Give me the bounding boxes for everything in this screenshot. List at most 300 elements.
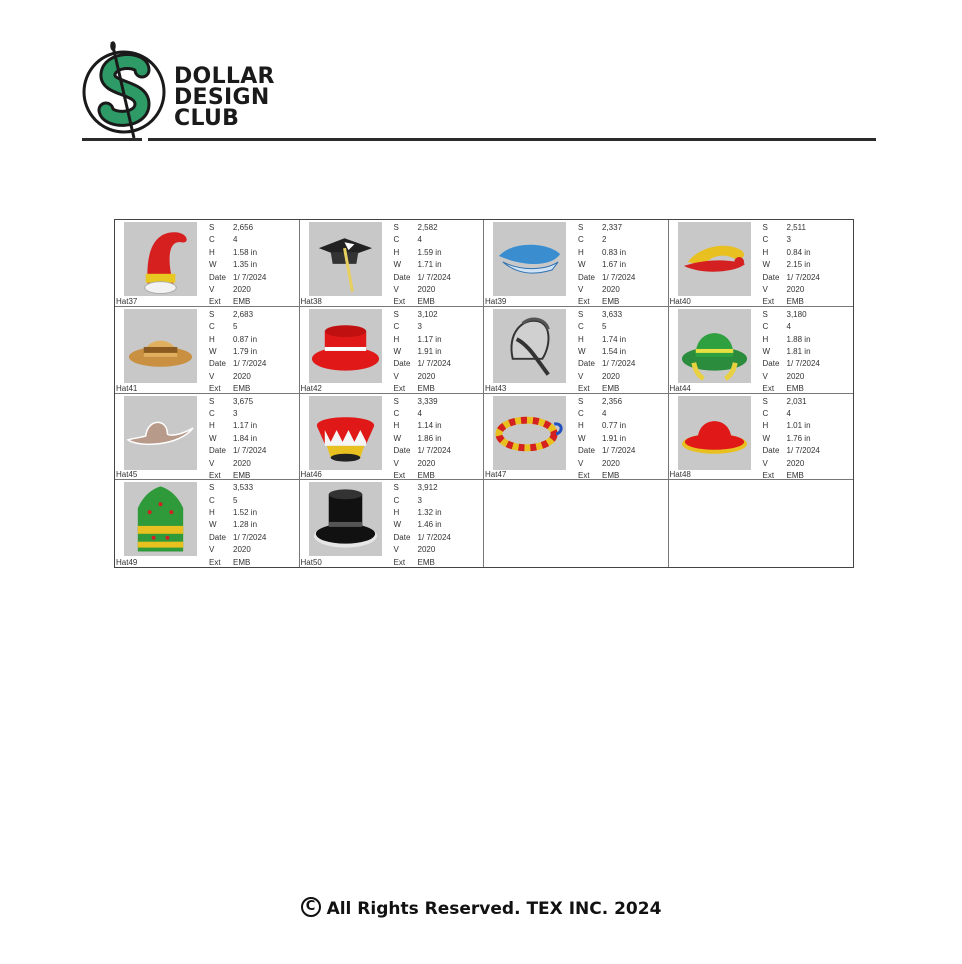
spec-row-s bbox=[763, 222, 820, 234]
spec-value: EMB bbox=[602, 297, 620, 307]
spec-value: 1.74 in bbox=[602, 334, 627, 344]
spec-label: Date bbox=[393, 532, 411, 542]
design-specs bbox=[394, 222, 451, 309]
design-name: Hat45 bbox=[116, 470, 138, 480]
spec-label: W bbox=[209, 260, 217, 270]
spec-value: EMB bbox=[233, 384, 251, 394]
spec-label: Date bbox=[209, 446, 226, 456]
design-card bbox=[669, 220, 854, 307]
spec-label: S bbox=[762, 309, 768, 319]
spec-value: 1.01 in bbox=[786, 421, 811, 431]
spec-label: V bbox=[578, 371, 584, 381]
spec-value: 1/ 7/2024 bbox=[233, 272, 267, 282]
spec-value: 3 bbox=[233, 408, 238, 418]
spec-row-date bbox=[578, 272, 635, 284]
spec-row-v bbox=[578, 458, 635, 470]
design-name: Hat44 bbox=[669, 383, 691, 393]
spec-label: Date bbox=[578, 359, 595, 369]
spec-row-s bbox=[394, 222, 451, 234]
spec-row-w bbox=[209, 346, 266, 358]
spec-value: 1.79 in bbox=[233, 346, 258, 356]
design-name: Hat49 bbox=[116, 558, 138, 567]
spec-value: 1.28 in bbox=[233, 520, 258, 530]
spec-row-w bbox=[763, 346, 820, 358]
spec-label: S bbox=[393, 223, 399, 232]
design-card bbox=[484, 307, 669, 394]
design-name: Hat40 bbox=[669, 296, 691, 306]
spec-row-v bbox=[209, 544, 266, 556]
spec-value: 3,339 bbox=[417, 396, 438, 406]
spec-row-date bbox=[578, 445, 635, 457]
spec-row-h bbox=[209, 334, 266, 346]
spec-row-s bbox=[394, 309, 451, 321]
spec-value: 1.54 in bbox=[602, 346, 627, 356]
spec-value: 3 bbox=[417, 322, 422, 332]
spec-row-c bbox=[209, 495, 266, 507]
design-name: Hat39 bbox=[485, 296, 507, 306]
spec-row-c bbox=[578, 234, 635, 246]
spec-value: 0.77 in bbox=[602, 421, 627, 431]
spec-value: 2020 bbox=[233, 458, 251, 468]
header-rule-left bbox=[82, 138, 142, 141]
spec-value: EMB bbox=[786, 470, 804, 480]
spec-value: 1.84 in bbox=[233, 433, 258, 443]
spec-label: C bbox=[578, 408, 584, 418]
spec-row-w bbox=[209, 433, 266, 445]
spec-row-ext bbox=[394, 557, 451, 569]
spec-value: 4 bbox=[417, 408, 422, 418]
spec-value: 3,912 bbox=[417, 483, 438, 493]
spec-row-w bbox=[578, 346, 635, 358]
spec-value: 2020 bbox=[233, 285, 251, 295]
spec-label: H bbox=[393, 508, 400, 518]
spec-row-v bbox=[209, 371, 266, 383]
spec-label: Date bbox=[393, 272, 411, 282]
design-name: Hat37 bbox=[116, 296, 138, 306]
spec-row-w bbox=[394, 346, 451, 358]
spec-value: EMB bbox=[786, 297, 804, 307]
green-bowler-hat-icon bbox=[678, 309, 751, 383]
spec-value: EMB bbox=[233, 557, 251, 567]
spec-label: Date bbox=[762, 272, 780, 282]
spec-label: C bbox=[393, 495, 400, 505]
spec-row-v bbox=[394, 544, 451, 556]
spec-value: 1/ 7/2024 bbox=[786, 272, 820, 282]
spec-label: H bbox=[762, 247, 769, 257]
spec-label: S bbox=[393, 483, 399, 493]
spec-row-date bbox=[394, 272, 451, 284]
spec-value: 5 bbox=[233, 322, 238, 332]
spec-label: V bbox=[209, 371, 215, 381]
spec-label: S bbox=[209, 309, 215, 319]
spec-row-h bbox=[578, 247, 635, 259]
design-card bbox=[300, 394, 485, 481]
spec-label: H bbox=[393, 334, 400, 344]
spec-row-date bbox=[394, 445, 451, 457]
spec-label: C bbox=[762, 322, 769, 332]
boater-hat-icon bbox=[309, 309, 382, 383]
design-name: Hat43 bbox=[485, 383, 507, 393]
spec-value: 1/ 7/2024 bbox=[786, 446, 820, 456]
spec-value: 1/ 7/2024 bbox=[417, 532, 451, 542]
design-name: Hat47 bbox=[485, 470, 507, 480]
spec-label: S bbox=[578, 396, 584, 406]
spec-value: 2,582 bbox=[417, 223, 438, 232]
spec-label: V bbox=[209, 545, 215, 555]
spec-label: W bbox=[393, 346, 402, 356]
copyright-footer bbox=[0, 899, 962, 919]
spec-row-c bbox=[763, 234, 820, 246]
spec-value: 0.83 in bbox=[602, 247, 627, 257]
design-specs bbox=[394, 482, 451, 569]
spec-label: C bbox=[578, 322, 584, 332]
spec-row-date bbox=[209, 532, 266, 544]
spec-label: W bbox=[578, 433, 586, 443]
spec-label: Date bbox=[209, 532, 226, 542]
spec-row-c bbox=[394, 408, 451, 420]
spec-value: 2,683 bbox=[233, 309, 254, 319]
spec-value: 3,675 bbox=[233, 396, 254, 406]
spec-label: Date bbox=[393, 446, 411, 456]
red-bowler-hat-icon bbox=[678, 396, 751, 470]
cowboy-hat-icon bbox=[124, 396, 197, 470]
spec-label: Date bbox=[393, 359, 411, 369]
spec-value: EMB bbox=[602, 470, 620, 480]
spec-value: 4 bbox=[417, 235, 422, 245]
spec-label: Date bbox=[578, 272, 595, 282]
design-card bbox=[300, 307, 485, 394]
jester-hat-icon bbox=[678, 222, 751, 296]
spec-value: 3,180 bbox=[786, 309, 807, 319]
spec-value: EMB bbox=[233, 470, 251, 480]
spec-label: S bbox=[578, 309, 584, 319]
spec-value: 1/ 7/2024 bbox=[233, 532, 267, 542]
spec-value: 2 bbox=[602, 235, 607, 245]
spec-label: W bbox=[762, 346, 771, 356]
spec-label: S bbox=[762, 396, 768, 406]
spec-label: Ext bbox=[393, 384, 406, 394]
spec-value: 4 bbox=[233, 235, 238, 245]
design-specs bbox=[763, 309, 820, 396]
spec-label: H bbox=[578, 247, 584, 257]
spec-value: 2.15 in bbox=[786, 260, 811, 270]
spec-label: V bbox=[578, 285, 584, 295]
spec-row-date bbox=[763, 445, 820, 457]
spec-label: V bbox=[393, 458, 399, 468]
spec-value: 1.71 in bbox=[417, 260, 442, 270]
spec-row-date bbox=[394, 532, 451, 544]
design-name: Hat42 bbox=[300, 383, 322, 393]
spec-label: W bbox=[578, 260, 586, 270]
spec-value: 4 bbox=[786, 408, 791, 418]
straw-hat-icon bbox=[124, 309, 197, 383]
spec-value: 5 bbox=[233, 495, 238, 505]
logo-line-1: DOLLAR bbox=[174, 64, 275, 89]
spec-value: 1/ 7/2024 bbox=[233, 359, 267, 369]
spec-label: Ext bbox=[209, 470, 221, 480]
spec-row-h bbox=[394, 420, 451, 432]
spec-row-w bbox=[394, 433, 451, 445]
spec-row-h bbox=[763, 334, 820, 346]
spec-value: 1.35 in bbox=[233, 260, 258, 270]
spec-label: Date bbox=[578, 446, 595, 456]
spec-label: C bbox=[762, 235, 769, 245]
spec-row-c bbox=[394, 321, 451, 333]
spec-value: 2020 bbox=[786, 285, 805, 295]
design-card bbox=[300, 220, 485, 307]
spec-value: 1.91 in bbox=[417, 346, 442, 356]
spec-value: 1.67 in bbox=[602, 260, 627, 270]
spec-row-s bbox=[578, 222, 635, 234]
design-card bbox=[669, 394, 854, 481]
design-specs bbox=[209, 396, 266, 483]
spec-value: 2020 bbox=[233, 371, 251, 381]
spec-row-w bbox=[209, 259, 266, 271]
design-specs bbox=[763, 396, 820, 483]
spec-value: 3 bbox=[786, 235, 791, 245]
design-specs bbox=[763, 222, 820, 309]
spec-value: EMB bbox=[417, 384, 435, 394]
spec-value: EMB bbox=[417, 557, 435, 567]
spec-row-v bbox=[394, 284, 451, 296]
design-card bbox=[484, 394, 669, 481]
spec-value: 1/ 7/2024 bbox=[417, 359, 451, 369]
spec-label: Ext bbox=[762, 470, 775, 480]
design-specs bbox=[394, 309, 451, 396]
spec-value: 2020 bbox=[602, 371, 620, 381]
design-specs bbox=[394, 396, 451, 483]
spec-row-date bbox=[209, 445, 266, 457]
spec-label: Ext bbox=[209, 384, 221, 394]
spec-label: H bbox=[393, 421, 400, 431]
spec-label: W bbox=[209, 346, 217, 356]
spec-row-c bbox=[763, 408, 820, 420]
spec-label: Date bbox=[762, 446, 780, 456]
spec-row-v bbox=[209, 458, 266, 470]
spec-label: Ext bbox=[578, 297, 590, 307]
spec-label: V bbox=[209, 285, 215, 295]
spec-label: H bbox=[762, 334, 769, 344]
spec-value: 3 bbox=[417, 495, 422, 505]
spec-label: S bbox=[209, 483, 215, 493]
spec-row-c bbox=[763, 321, 820, 333]
spec-row-v bbox=[209, 284, 266, 296]
design-specs bbox=[209, 482, 266, 569]
spec-row-date bbox=[763, 358, 820, 370]
spec-value: 3,102 bbox=[417, 309, 438, 319]
spec-value: 1/ 7/2024 bbox=[417, 272, 451, 282]
spec-label: S bbox=[209, 396, 215, 406]
spec-value: 2020 bbox=[786, 371, 805, 381]
spec-value: 1.88 in bbox=[786, 334, 811, 344]
spec-row-w bbox=[578, 259, 635, 271]
spec-label: V bbox=[762, 285, 768, 295]
design-name: Hat41 bbox=[116, 383, 138, 393]
spec-value: 1.17 in bbox=[417, 334, 442, 344]
spec-row-date bbox=[578, 358, 635, 370]
spec-label: Ext bbox=[393, 297, 406, 307]
spec-value: EMB bbox=[417, 470, 435, 480]
spec-label: H bbox=[578, 334, 584, 344]
spec-label: S bbox=[762, 223, 768, 232]
spec-row-h bbox=[578, 334, 635, 346]
design-name: Hat48 bbox=[669, 470, 691, 480]
spec-row-s bbox=[578, 309, 635, 321]
gladiator-helmet-icon bbox=[493, 309, 566, 383]
spec-value: 1/ 7/2024 bbox=[786, 359, 820, 369]
spec-label: H bbox=[209, 334, 215, 344]
spec-label: Ext bbox=[762, 384, 775, 394]
spec-row-h bbox=[209, 247, 266, 259]
spec-row-date bbox=[763, 272, 820, 284]
spec-value: 0.87 in bbox=[233, 334, 258, 344]
beret-icon bbox=[493, 222, 566, 296]
top-hat-icon bbox=[309, 482, 382, 556]
spec-row-h bbox=[763, 247, 820, 259]
spec-label: Ext bbox=[578, 470, 590, 480]
spec-label: V bbox=[393, 545, 399, 555]
spec-value: 1.91 in bbox=[602, 433, 627, 443]
spec-value: 2,356 bbox=[602, 396, 623, 406]
spec-label: W bbox=[393, 260, 402, 270]
spec-label: C bbox=[209, 495, 215, 505]
spec-value: EMB bbox=[786, 384, 804, 394]
spec-value: 2,656 bbox=[233, 223, 254, 232]
design-specs bbox=[578, 396, 635, 483]
design-card bbox=[484, 220, 669, 307]
spec-label: H bbox=[209, 421, 215, 431]
empty-cell bbox=[669, 480, 854, 567]
spec-row-s bbox=[209, 309, 266, 321]
spec-value: 2020 bbox=[602, 458, 620, 468]
spec-label: Date bbox=[209, 272, 226, 282]
spec-label: H bbox=[578, 421, 584, 431]
spec-value: 1/ 7/2024 bbox=[417, 446, 451, 456]
design-name: Hat46 bbox=[300, 470, 322, 480]
design-specs bbox=[578, 309, 635, 396]
crown-hat-icon bbox=[309, 396, 382, 470]
spec-row-w bbox=[209, 519, 266, 531]
copyright-text: All Rights Reserved. TEX INC. 2024 bbox=[326, 899, 662, 919]
spec-value: 1.59 in bbox=[417, 247, 442, 257]
spec-row-c bbox=[209, 234, 266, 246]
spec-label: V bbox=[209, 458, 215, 468]
spec-row-v bbox=[763, 284, 820, 296]
spec-value: 2020 bbox=[417, 458, 436, 468]
spec-row-w bbox=[763, 433, 820, 445]
spec-row-v bbox=[578, 284, 635, 296]
spec-row-c bbox=[394, 234, 451, 246]
spec-row-h bbox=[209, 507, 266, 519]
spec-label: C bbox=[578, 235, 584, 245]
spec-label: W bbox=[578, 346, 586, 356]
spec-value: 1.76 in bbox=[786, 433, 811, 443]
design-specs bbox=[578, 222, 635, 309]
spec-row-w bbox=[394, 519, 451, 531]
spec-value: 2020 bbox=[786, 458, 805, 468]
spec-label: W bbox=[393, 520, 402, 530]
mitre-hat-icon bbox=[124, 482, 197, 556]
spec-label: H bbox=[209, 508, 215, 518]
spec-value: 1.46 in bbox=[417, 520, 442, 530]
logo-line-3: CLUB bbox=[174, 106, 240, 131]
santa-hat-icon bbox=[124, 222, 197, 296]
spec-row-ext bbox=[209, 557, 266, 569]
spec-value: 3,633 bbox=[602, 309, 623, 319]
spec-row-v bbox=[763, 371, 820, 383]
spec-value: 2020 bbox=[233, 545, 251, 555]
spec-row-w bbox=[578, 433, 635, 445]
spec-value: 2,031 bbox=[786, 396, 807, 406]
spec-label: V bbox=[393, 285, 399, 295]
spec-label: C bbox=[393, 322, 400, 332]
spec-value: 1/ 7/2024 bbox=[233, 446, 267, 456]
spec-value: 1/ 7/2024 bbox=[602, 272, 636, 282]
spec-label: C bbox=[393, 408, 400, 418]
spec-value: 2,511 bbox=[786, 223, 806, 232]
design-grid bbox=[114, 219, 854, 568]
spec-label: Date bbox=[762, 359, 780, 369]
design-card bbox=[669, 307, 854, 394]
spec-label: W bbox=[209, 520, 217, 530]
spec-row-s bbox=[394, 396, 451, 408]
spec-value: 4 bbox=[786, 322, 791, 332]
spec-label: V bbox=[762, 371, 768, 381]
spec-row-c bbox=[209, 321, 266, 333]
design-name: Hat38 bbox=[300, 296, 322, 306]
spec-value: 2020 bbox=[417, 371, 436, 381]
spec-label: W bbox=[762, 260, 771, 270]
spec-label: H bbox=[393, 247, 400, 257]
spec-row-h bbox=[209, 420, 266, 432]
spec-value: 1.58 in bbox=[233, 247, 258, 257]
spec-label: S bbox=[393, 309, 399, 319]
design-card bbox=[115, 307, 300, 394]
spec-value: 2020 bbox=[602, 285, 620, 295]
design-specs bbox=[209, 309, 266, 396]
spec-label: C bbox=[209, 408, 215, 418]
spec-label: S bbox=[209, 223, 215, 232]
spec-row-h bbox=[394, 334, 451, 346]
spec-row-s bbox=[578, 396, 635, 408]
spec-label: H bbox=[209, 247, 215, 257]
spec-value: EMB bbox=[602, 384, 620, 394]
spec-row-s bbox=[209, 482, 266, 494]
spec-label: V bbox=[393, 371, 399, 381]
spec-row-s bbox=[763, 309, 820, 321]
graduation-cap-icon bbox=[309, 222, 382, 296]
design-card bbox=[115, 480, 300, 567]
spec-value: 4 bbox=[602, 408, 607, 418]
spec-value: 1/ 7/2024 bbox=[602, 446, 636, 456]
spec-row-s bbox=[763, 396, 820, 408]
spec-row-h bbox=[394, 507, 451, 519]
spec-row-v bbox=[763, 458, 820, 470]
spec-row-c bbox=[578, 321, 635, 333]
spec-label: Ext bbox=[393, 557, 406, 567]
striped-ring-hat-icon bbox=[493, 396, 566, 470]
spec-value: 1.32 in bbox=[417, 508, 442, 518]
spec-row-s bbox=[209, 396, 266, 408]
spec-value: 1.81 in bbox=[786, 346, 811, 356]
spec-value: 5 bbox=[602, 322, 607, 332]
spec-row-s bbox=[394, 482, 451, 494]
spec-label: C bbox=[209, 235, 215, 245]
spec-value: 1.52 in bbox=[233, 508, 258, 518]
spec-value: 3,533 bbox=[233, 483, 254, 493]
spec-label: C bbox=[393, 235, 400, 245]
spec-label: Ext bbox=[762, 297, 775, 307]
